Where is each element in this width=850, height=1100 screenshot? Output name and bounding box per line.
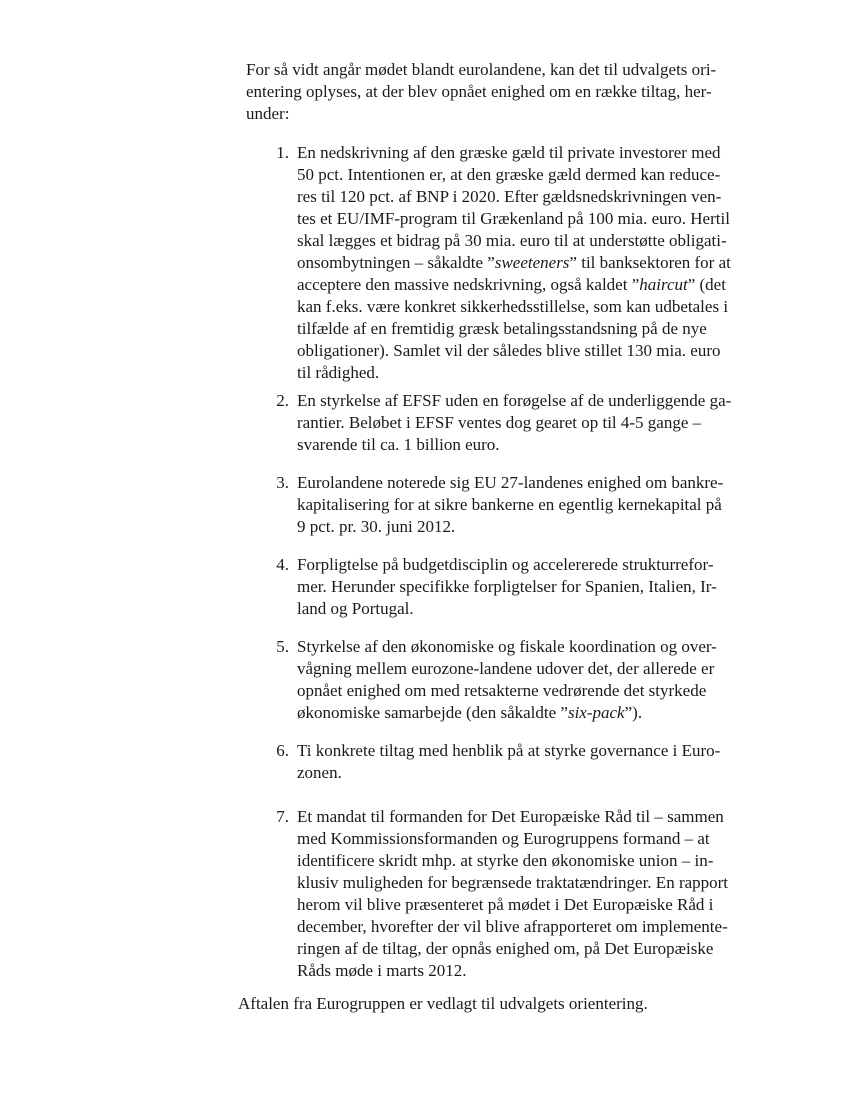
list-item-line: Eurolandene noterede sig EU 27-landenes enighed om bankre-	[297, 473, 724, 492]
text-segment: ” til banksektoren for at	[569, 253, 731, 272]
text-segment: onsombytningen – såkaldte ”	[297, 253, 495, 272]
intro-line-2: entering oplyses, at der blev opnået enighed om en række tiltag, her-	[246, 82, 712, 101]
list-item-line: obligationer). Samlet vil der således blive stillet 130 mia. euro	[297, 341, 721, 360]
list-item-number: 5.	[276, 637, 289, 656]
list-item-number: 6.	[276, 741, 289, 760]
list-item-line: Et mandat til formanden for Det Europæiske Råd til – sammen	[297, 807, 724, 826]
list-item-line: land og Portugal.	[297, 599, 414, 618]
list-item-line: 9 pct. pr. 30. juni 2012.	[297, 517, 456, 536]
list-item-line: En styrkelse af EFSF uden en forøgelse af de underliggende ga-	[297, 391, 732, 410]
intro-line-1: For så vidt angår mødet blandt eurolandene, kan det til udvalgets ori-	[246, 60, 717, 79]
text-segment: ”).	[624, 703, 643, 722]
emphasis-six-pack: six-pack	[567, 703, 625, 722]
list-item-line	[297, 703, 642, 723]
list-item-line	[297, 253, 731, 273]
list-item-line: ringen af de tiltag, der opnås enighed om, på Det Europæiske	[297, 939, 714, 958]
list-item-line: 50 pct. Intentionen er, at den græske gæld dermed kan reduce-	[297, 165, 721, 184]
list-item-line: Forpligtelse på budgetdisciplin og accelererede strukturrefor-	[297, 555, 714, 574]
list-item-line: med Kommissionsformanden og Eurogruppens formand – at	[297, 829, 710, 848]
intro-line-3: under:	[246, 104, 290, 123]
list-item-line	[297, 275, 726, 295]
text-segment: acceptere den massive nedskrivning, også kaldet ”	[297, 275, 640, 294]
list-item-number: 7.	[276, 807, 289, 826]
list-item-line: klusiv muligheden for begrænsede traktatændringer. En rapport	[297, 873, 729, 892]
list-item-line: res til 120 pct. af BNP i 2020. Efter gældsnedskrivningen ven-	[297, 187, 722, 206]
list-item-line: kapitalisering for at sikre bankerne en egentlig kernekapital på	[297, 495, 722, 514]
list-item-line: kan f.eks. være konkret sikkerhedsstillelse, som kan udbetales i	[297, 297, 729, 316]
list-item-line: Råds møde i marts 2012.	[297, 961, 467, 980]
list-item-line: vågning mellem eurozone-landene udover det, der allerede er	[297, 659, 715, 678]
list-item-line: opnået enighed om med retsakterne vedrørende det styrkede	[297, 681, 707, 700]
emphasis-sweeteners: sweeteners	[494, 253, 570, 272]
list-item-line: tilfælde af en fremtidig græsk betalingsstandsning på de nye	[297, 319, 707, 338]
list-item-number: 1.	[276, 143, 289, 162]
list-item-number: 3.	[276, 473, 289, 492]
text-segment: ” (det	[687, 275, 726, 294]
list-item-line: til rådighed.	[297, 363, 380, 382]
list-item-line: Ti konkrete tiltag med henblik på at styrke governance i Euro-	[297, 741, 721, 760]
list-item-line: mer. Herunder specifikke forpligtelser for Spanien, Italien, Ir-	[297, 577, 717, 596]
emphasis-haircut: haircut	[639, 275, 688, 294]
list-item-line: rantier. Beløbet i EFSF ventes dog gearet op til 4-5 gange –	[297, 413, 702, 432]
list-item-line: En nedskrivning af den græske gæld til private investorer med	[297, 143, 721, 162]
list-item-line: zonen.	[297, 763, 342, 782]
list-item-line: Styrkelse af den økonomiske og fiskale koordination og over-	[297, 637, 717, 656]
list-item-line: skal lægges et bidrag på 30 mia. euro til at understøtte obligati-	[297, 231, 727, 250]
list-item-number: 2.	[276, 391, 289, 410]
list-item-line: identificere skridt mhp. at styrke den økonomiske union – in-	[297, 851, 714, 870]
list-item-line: december, hvorefter der vil blive afrapporteret om implemente-	[297, 917, 728, 936]
list-item-line: herom vil blive præsenteret på mødet i Det Europæiske Råd i	[297, 895, 714, 914]
list-item-number: 4.	[276, 555, 289, 574]
text-segment: økonomiske samarbejde (den såkaldte ”	[297, 703, 568, 722]
list-item-line: tes et EU/IMF-program til Grækenland på 100 mia. euro. Hertil	[297, 209, 730, 228]
list-item-line: svarende til ca. 1 billion euro.	[297, 435, 500, 454]
closing-sentence: Aftalen fra Eurogruppen er vedlagt til udvalgets orientering.	[238, 994, 648, 1013]
